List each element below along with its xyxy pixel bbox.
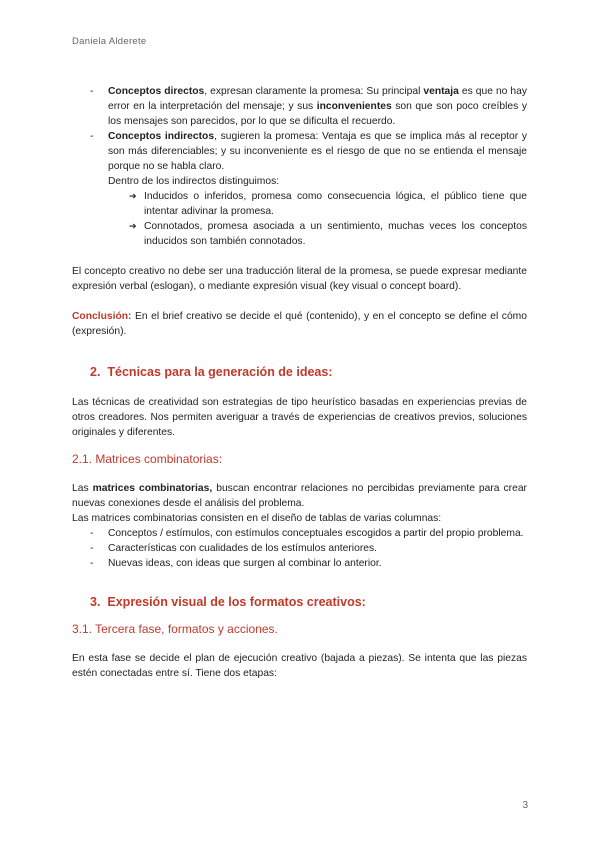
concept-list bbox=[72, 84, 527, 174]
text: Las bbox=[72, 483, 93, 494]
list-item bbox=[72, 84, 527, 129]
creative-concept-paragraph: El concepto creativo no debe ser una traducción literal de la promesa, se puede expresar mediante expresión verbal (eslogan), o mediante expresión visual (key visual o concept board). bbox=[72, 266, 527, 292]
section-number: 3. bbox=[90, 595, 101, 609]
list-text: son que son poco creíbles y los mensajes son parecidos, por lo que se dificulta el recuerdo. bbox=[108, 101, 527, 127]
section3-paragraph: En esta fase se decide el plan de ejecución creativo (bajada a piezas). Se intenta que las piezas estén conectadas entre sí. Tiene dos etapas: bbox=[72, 653, 527, 679]
subsection-heading-2-1: 2.1. Matrices combinatorias: bbox=[72, 452, 223, 466]
matrices-paragraph-2: Las matrices combinatorias consisten en el diseño de tablas de varias columnas: bbox=[72, 513, 442, 524]
section-number: 2. bbox=[90, 365, 101, 379]
section2-paragraph: Las técnicas de creatividad son estrategias de tipo heurístico basadas en experiencias previas de otros creadores. Nos permiten averiguar a través de experiencias de creativos previos, soluciones originales y diferentes. bbox=[72, 397, 527, 438]
matrices-list bbox=[72, 526, 527, 571]
term-bold: Conceptos directos bbox=[108, 86, 205, 97]
section-heading-3 bbox=[72, 595, 527, 610]
indirect-intro: Dentro de los indirectos distinguimos: bbox=[108, 176, 280, 187]
matrices-paragraph bbox=[72, 481, 527, 511]
section-title: Técnicas para la generación de ideas: bbox=[107, 365, 333, 379]
list-item bbox=[72, 129, 527, 174]
conclusion-label: Conclusión: bbox=[72, 311, 132, 322]
list-text: , expresan claramente la promesa: Su principal bbox=[204, 86, 424, 97]
list-item: ➔ Connotados, promesa asociada a un sentimiento, muchas veces los conceptos inducidos son también connotados. bbox=[72, 219, 527, 249]
text: buscan encontrar relaciones no percibidas previamente para crear nuevas conexiones desde el análisis del problema. bbox=[72, 483, 527, 509]
term-bold: matrices combinatorias, bbox=[92, 483, 213, 494]
subsection-heading-3-1: 3.1. Tercera fase, formatos y acciones. bbox=[72, 622, 278, 636]
page-number: 3 bbox=[522, 800, 528, 811]
conclusion-paragraph bbox=[72, 309, 527, 339]
page-content bbox=[72, 84, 527, 681]
term-bold: Conceptos indirectos bbox=[108, 131, 215, 142]
list-text: es que no hay error en la interpretación del mensaje; y sus bbox=[108, 86, 528, 112]
list-item: - Nuevas ideas, con ideas que surgen al combinar lo anterior. bbox=[72, 556, 527, 571]
section-title: Expresión visual de los formatos creativos: bbox=[107, 595, 366, 609]
term-bold: inconvenientes bbox=[316, 101, 392, 112]
section-heading-2 bbox=[72, 365, 527, 380]
indirect-types-list bbox=[72, 189, 527, 249]
header-author: Daniela Alderete bbox=[72, 36, 147, 47]
list-item: - Conceptos / estímulos, con estímulos conceptuales escogidos a partir del propio problema. bbox=[72, 526, 527, 541]
list-item: - Características con cualidades de los estímulos anteriores. bbox=[72, 541, 527, 556]
term-bold: ventaja bbox=[423, 86, 459, 97]
list-item: ➔ Inducidos o inferidos, promesa como consecuencia lógica, el público tiene que intentar adivinar la promesa. bbox=[72, 189, 527, 219]
conclusion-text: En el brief creativo se decide el qué (contenido), y en el concepto se define el cómo (expresión). bbox=[72, 311, 527, 337]
list-text: , sugieren la promesa: Ventaja es que se implica más al receptor y son más diferenciables; y su inconveniente es el riesgo de que no se entienda el mensaje porque no se habla claro. bbox=[108, 131, 527, 172]
